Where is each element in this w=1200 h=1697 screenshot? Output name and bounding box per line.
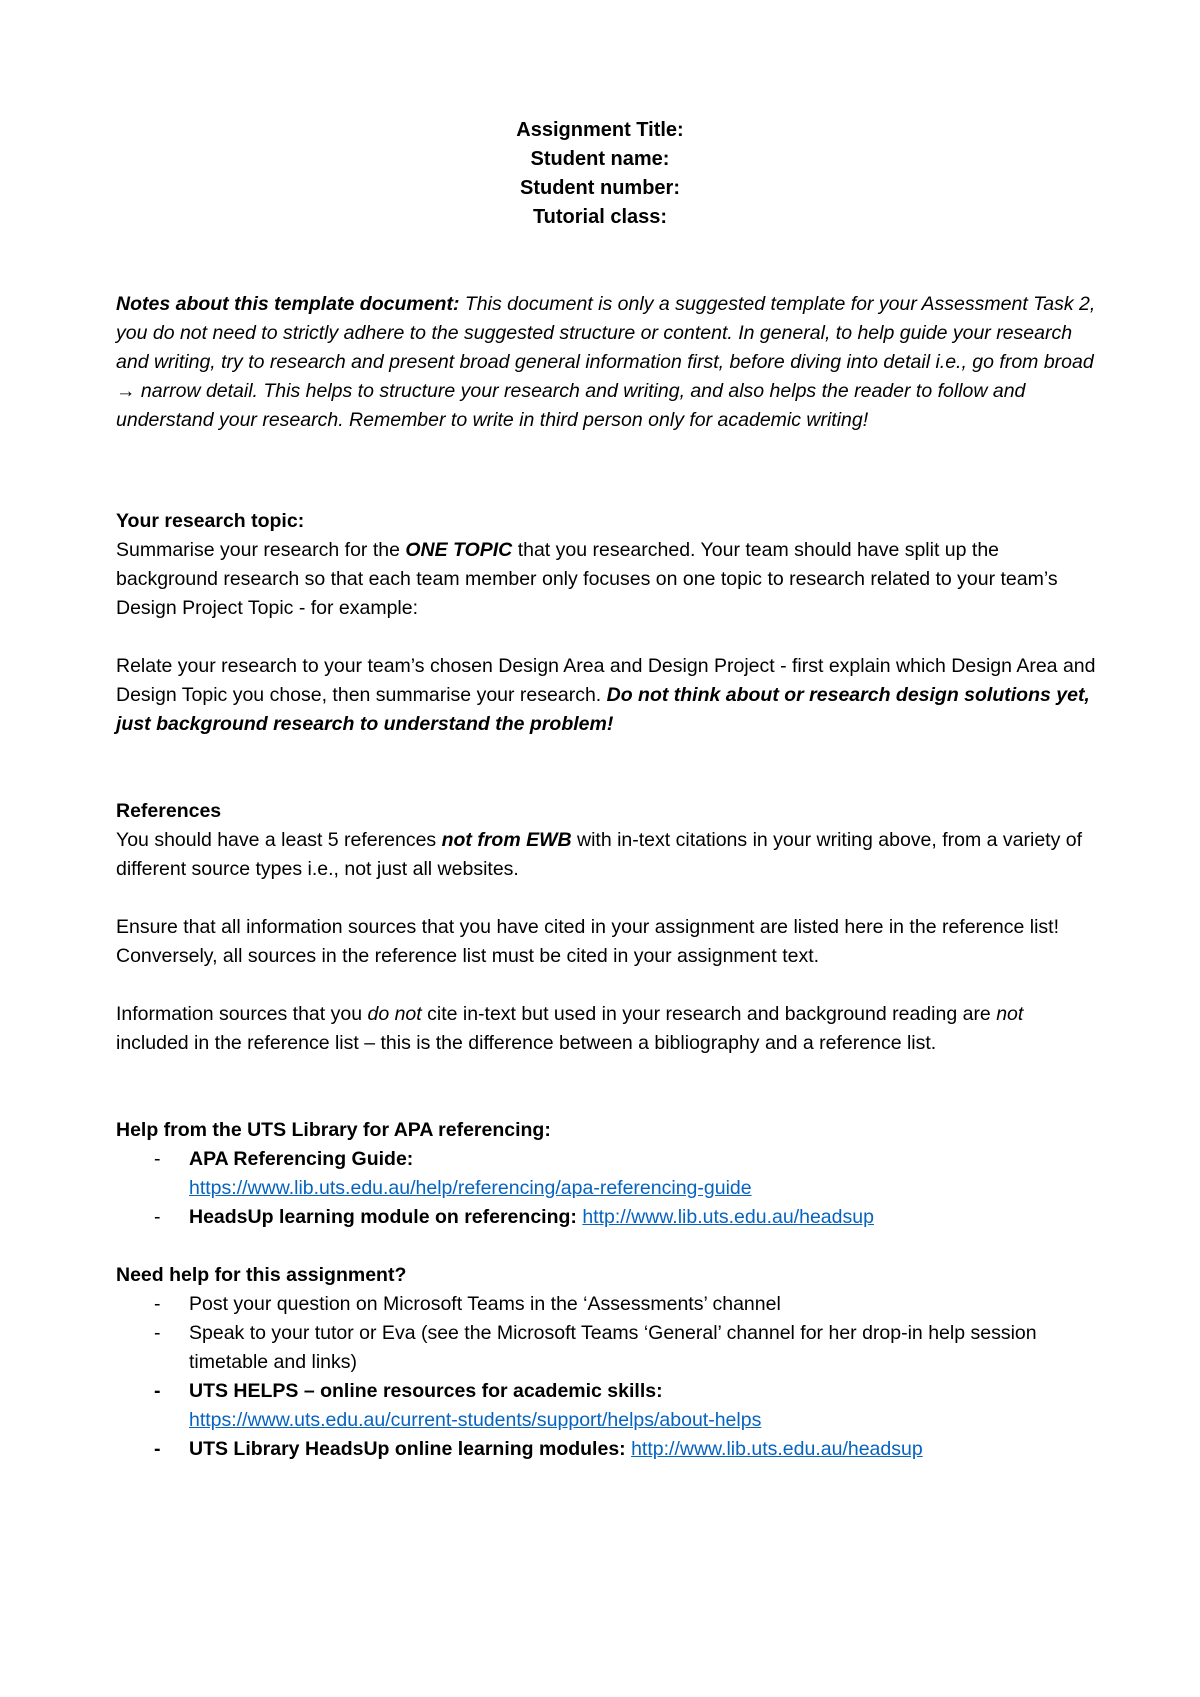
list-dash: - <box>154 1438 161 1460</box>
assignment-help-list <box>116 1290 1096 1464</box>
notes-label: Notes about this template document: <box>116 293 460 315</box>
references-paragraph-1 <box>116 826 1096 884</box>
list-dash: - <box>154 1293 161 1315</box>
research-topic-heading: Your research topic: <box>116 510 305 532</box>
research-p2-emphasis: Do not think about or research design solutions yet, just background research to understand the problem! <box>116 684 1090 735</box>
list-dash: - <box>154 1322 161 1344</box>
references-p1-text-a: You should have a least 5 references <box>116 829 442 851</box>
research-paragraph-1 <box>116 536 1096 623</box>
list-dash: - <box>154 1380 161 1402</box>
uts-helps-link[interactable]: https://www.uts.edu.au/current-students/support/helps/about-helps <box>189 1409 762 1431</box>
assignment-help-heading: Need help for this assignment? <box>116 1264 407 1286</box>
list-item <box>116 1203 1096 1232</box>
list-item <box>116 1435 1096 1464</box>
research-p1-text-b: that you researched. Your team should have split up the background research so that each team member only focuses on one topic to research related to your team’s Design Project Topic - for example: <box>116 539 1058 619</box>
list-dash: - <box>154 1206 161 1228</box>
research-p2-text: Relate your research to your team’s chosen Design Area and Design Project - first explain which Design Area and Design Topic you chose, then summarise your research. <box>116 655 1096 706</box>
references-p1-emphasis: not from EWB <box>441 829 572 851</box>
tutorial-class-label: Tutorial class: <box>532 206 668 228</box>
research-paragraph-2 <box>116 652 1096 739</box>
assignment-title-label: Assignment Title: <box>516 119 684 141</box>
references-p3-text-c: included in the reference list – this is the difference between a bibliography and a reference list. <box>116 1032 937 1054</box>
references-p3-italic-1: do not <box>367 1003 422 1025</box>
list-dash: - <box>154 1148 161 1170</box>
references-p3-text-a: Information sources that you <box>116 1003 368 1025</box>
headsup-referencing-link[interactable]: http://www.lib.uts.edu.au/headsup <box>582 1206 874 1228</box>
headsup-modules-link[interactable]: http://www.lib.uts.edu.au/headsup <box>631 1438 923 1460</box>
document-body <box>116 290 1096 1464</box>
teams-question-text: Post your question on Microsoft Teams in the ‘Assessments’ channel <box>189 1293 781 1315</box>
list-item <box>116 1319 1096 1377</box>
references-p3-text-b: cite in-text but used in your research and background reading are <box>421 1003 997 1025</box>
apa-guide-label: APA Referencing Guide: <box>189 1148 414 1170</box>
references-p3-italic-2: not <box>996 1003 1024 1025</box>
library-help-heading: Help from the UTS Library for APA referencing: <box>116 1119 551 1141</box>
student-number-label: Student number: <box>520 177 680 199</box>
library-help-list <box>116 1145 1096 1232</box>
research-p1-text-a: Summarise your research for the <box>116 539 406 561</box>
references-heading: References <box>116 800 222 822</box>
list-item <box>116 1377 1096 1435</box>
list-item <box>116 1290 1096 1319</box>
list-item <box>116 1145 1096 1203</box>
apa-guide-link[interactable]: https://www.lib.uts.edu.au/help/referencing/apa-referencing-guide <box>189 1177 752 1199</box>
template-notes <box>116 290 1096 435</box>
document-header <box>0 116 1200 232</box>
student-name-label: Student name: <box>530 148 670 170</box>
references-paragraph-2: Ensure that all information sources that you have cited in your assignment are listed here in the reference list! Conversely, all sources in the reference list must be cited in your assignment text. <box>116 916 1059 967</box>
notes-text: This document is only a suggested template for your Assessment Task 2, you do not need to strictly adhere to the suggested structure or content. In general, to help guide your research and writing, try to research and present broad general information first, before diving into detail i.e., go from broad → narrow detail. This helps to structure your research and writing, and also helps the reader to follow and understand your research. Remember to write in third person only for academic writing! <box>116 293 1096 431</box>
research-p1-emphasis: ONE TOPIC <box>405 539 513 561</box>
headsup-modules-label: UTS Library HeadsUp online learning modules: <box>189 1438 626 1460</box>
references-paragraph-3 <box>116 1000 1096 1058</box>
uts-helps-label: UTS HELPS – online resources for academic skills: <box>189 1380 663 1402</box>
headsup-referencing-label: HeadsUp learning module on referencing: <box>189 1206 577 1228</box>
references-p1-text-b: with in-text citations in your writing above, from a variety of different source types i.e., not just all websites. <box>116 829 1083 880</box>
tutor-help-text: Speak to your tutor or Eva (see the Microsoft Teams ‘General’ channel for her drop-in help session timetable and links) <box>189 1322 1037 1373</box>
